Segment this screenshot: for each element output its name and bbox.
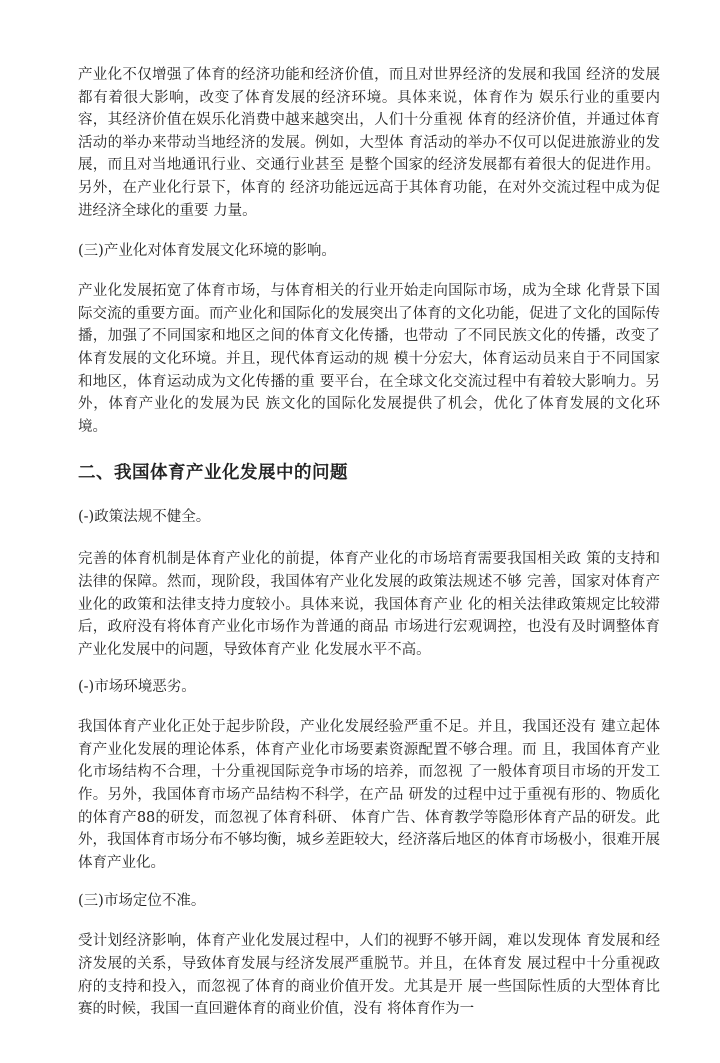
section-heading-problems: 二、我国体育产业化发展中的问题 bbox=[78, 463, 348, 484]
paragraph-market-environment: 我国体育产业化正处于起步阶段，产业化发展经验严重不足。并且，我国还没有 建立起体育产业化发展的理论体系，体育产业化市场要素资源配置不够合理。而 且，我国体育产业化市场结构不合理，十分重视国际竞争市场的培养，而忽视 了一般体育项目市场的开发工作。另外，我国体育市场产品结构不科学，在产品 研发的过程中过于重视有形的、物质化的体育产88的研发，而忽视了体育科研、 体育广告、体育教学等隐形体育产品的研发。此外，我国体育市场分布不够均衡，城乡差距较大，经济落后地区的体育市场极小，很难开展体育产业化。 bbox=[78, 719, 660, 871]
subheading-cultural-environment: (三)产业化对体育发展文化环境的影响。 bbox=[78, 243, 336, 260]
paragraph-economic-function: 产业化不仅增强了体育的经济功能和经济价值，而且对世界经济的发展和我国 经济的发展都有着很大影响，改变了体育发展的经济环境。具体来说，体育作为 娱乐行业的重要内容，其经济价值在娱乐化消费中越来越突出，人们十分重视 体育的经济价值，并通过体育活动的举办来带动当地经济的发展。例如，大型体 育活动的举办不仅可以促进旅游业的发展，而且对当地通讯行业、交通行业甚至 是整个国家的经济发展都有着很大的促进作用。另外，在产业化行景下，体育的 经济功能远远高于其体育功能，在对外交流过程中成为促进经济全球化的重要 力量。 bbox=[78, 67, 660, 219]
subheading-policy-regulations: (-)政策法规不健全。 bbox=[78, 509, 211, 526]
subheading-market-positioning: (三)市场定位不准。 bbox=[78, 893, 206, 910]
paragraph-cultural-environment: 产业化发展拓宽了体育市场，与体育相关的行业开始走向国际市场，成为全球 化背景下国际交流的重要方面。而产业化和国际化的发展突出了体育的文化功能，促进了文化的国际传播，加强了不同国家和地区之间的体育文化传播，也带动 了不同民族文化的传播，改变了体育发展的文化环境。并且，现代体育运动的规 模十分宏大，体育运动员来自于不同国家和地区，体育运动成为文化传播的重 要平台，在全球文化交流过程中有着较大影响力。另外，体育产业化的发展为民 族文化的国际化发展提供了机会，优化了体育发展的文化环境。 bbox=[78, 283, 660, 435]
subheading-market-environment: (-)市场环境恶劣。 bbox=[78, 679, 196, 696]
paragraph-market-positioning: 受计划经济影响，体育产业化发展过程中，人们的视野不够开阔，难以发现体 育发展和经济发展的关系，导致体育发展与经济发展严重脱节。并且，在体育发 展过程中十分重视政府的支持和投入，而忽视了体育的商业价值开发。尤其是开 展一些国际性质的大型体育比赛的时候，我国一直回避体育的商业价值，没有 将体育作为一 bbox=[78, 933, 660, 1018]
paragraph-policy-regulations: 完善的体育机制是体育产业化的前提，体育产业化的市场培育需要我国相关政 策的支持和法律的保障。然而，现阶段，我国体宥产业化发展的政策法规述不够 完善，国家对体育产业化的政策和法律支持力度较小。具体来说，我国体育产业 化的相关法律政策规定比较滞后，政府没有将体育产业化市场作为普通的商品 市场进行宏观调控，也没有及时调整体育产业化发展中的问题，导致体育产业 化发展水平不高。 bbox=[78, 551, 660, 658]
